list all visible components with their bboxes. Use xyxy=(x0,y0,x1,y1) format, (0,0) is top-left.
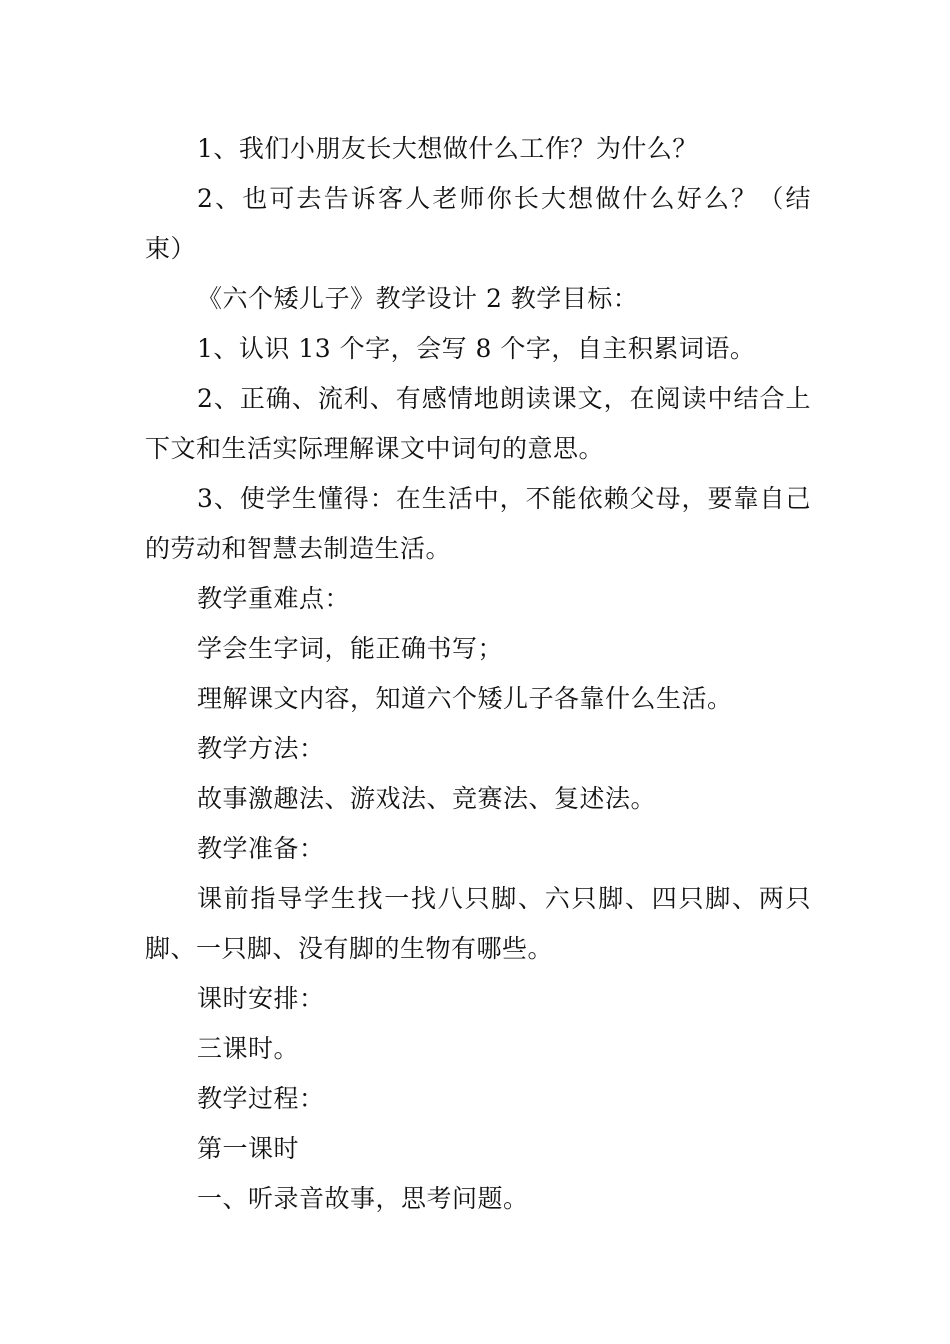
heading-preparation: 教学准备： xyxy=(197,834,325,863)
heading-key-points: 教学重难点： xyxy=(197,584,351,613)
section-title: 《六个矮儿子》教学设计 2 教学目标： xyxy=(197,284,639,313)
objective-1: 1、认识 13 个字，会写 8 个字，自主积累词语。 xyxy=(197,334,756,363)
paragraph-2: 2、也可去告诉客人老师你长大想做什么好么？（结束） xyxy=(145,184,811,263)
objective-2: 2、正确、流利、有感情地朗读课文，在阅读中结合上下文和生活实际理解课文中词句的意思。 xyxy=(145,384,811,463)
schedule-text: 三课时。 xyxy=(197,1034,300,1063)
heading-methods: 教学方法： xyxy=(197,734,325,763)
preparation-text: 课前指导学生找一找八只脚、六只脚、四只脚、两只脚、一只脚、没有脚的生物有哪些。 xyxy=(145,884,811,963)
document-body xyxy=(145,124,811,1224)
key-point-2: 理解课文内容，知道六个矮儿子各靠什么生活。 xyxy=(197,684,733,713)
methods-text: 故事激趣法、游戏法、竞赛法、复述法。 xyxy=(197,784,657,813)
objective-3: 3、使学生懂得：在生活中，不能依赖父母，要靠自己的劳动和智慧去制造生活。 xyxy=(145,484,811,563)
lesson-title: 第一课时 xyxy=(197,1134,300,1163)
heading-process: 教学过程： xyxy=(197,1084,325,1113)
paragraph-1: 1、我们小朋友长大想做什么工作？为什么？ xyxy=(197,134,698,163)
heading-schedule: 课时安排： xyxy=(197,984,325,1013)
step-1: 一、听录音故事，思考问题。 xyxy=(197,1184,529,1213)
key-point-1: 学会生字词，能正确书写； xyxy=(197,634,504,663)
